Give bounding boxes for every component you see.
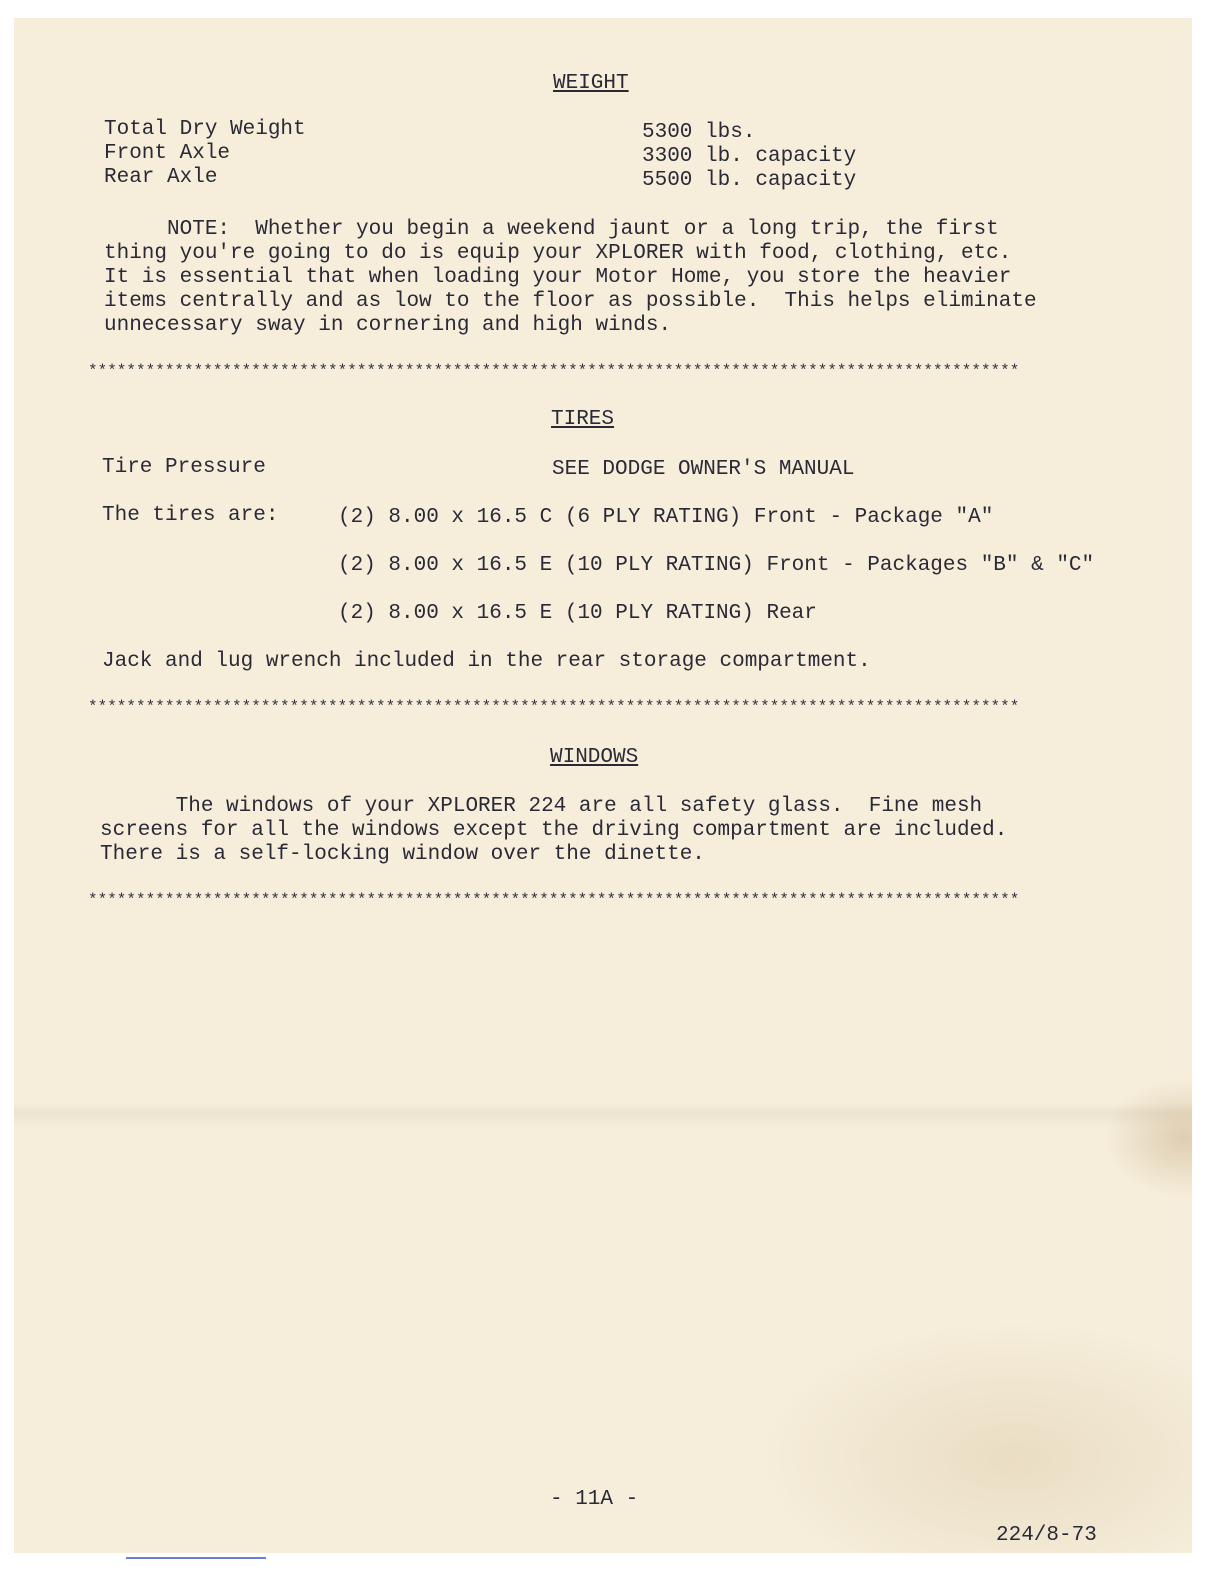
tire-pressure-label: Tire Pressure xyxy=(102,456,266,479)
weight-note-line-3: It is essential that when loading your Motor Home, you store the heavier xyxy=(104,266,1012,289)
tires-intro: The tires are: xyxy=(102,504,279,527)
separator-3: ************************************************************************************************* xyxy=(88,891,1020,909)
weight-label-total: Total Dry Weight xyxy=(104,118,306,141)
windows-line-1: The windows of your XPLORER 224 are all safety glass. Fine mesh xyxy=(100,795,983,818)
tire-line-2: (2) 8.00 x 16.5 E (10 PLY RATING) Front - Packages "B" & "C" xyxy=(338,554,1095,577)
jack-note: Jack and lug wrench included in the rear storage compartment. xyxy=(102,650,871,673)
windows-line-3: There is a self-locking window over the dinette. xyxy=(100,843,705,866)
separator-1: ************************************************************************************************* xyxy=(88,362,1020,380)
tire-pressure-value: SEE DODGE OWNER'S MANUAL xyxy=(552,458,855,481)
weight-note-line-4: items centrally and as low to the floor as possible. This helps eliminate xyxy=(104,290,1037,313)
weight-value-front: 3300 lb. capacity xyxy=(642,145,857,168)
weight-note-line-1: NOTE: Whether you begin a weekend jaunt or a long trip, the first xyxy=(104,218,999,241)
weight-label-front: Front Axle xyxy=(104,142,231,165)
weight-value-total: 5300 lbs. xyxy=(642,121,756,144)
document-code: 224/8-73 xyxy=(996,1524,1097,1547)
weight-note-line-5: unnecessary sway in cornering and high winds. xyxy=(104,314,672,337)
weight-heading: WEIGHT xyxy=(553,72,629,95)
weight-label-rear: Rear Axle xyxy=(104,166,218,189)
tires-heading: TIRES xyxy=(551,408,615,431)
separator-2: ************************************************************************************************* xyxy=(88,698,1020,716)
weight-note-line-2: thing you're going to do is equip your XPLORER with food, clothing, etc. xyxy=(104,242,1012,265)
tire-line-3: (2) 8.00 x 16.5 E (10 PLY RATING) Rear xyxy=(338,602,817,625)
windows-line-2: screens for all the windows except the driving compartment are included. xyxy=(100,819,1008,842)
windows-heading: WINDOWS xyxy=(550,746,639,769)
weight-value-rear: 5500 lb. capacity xyxy=(642,169,857,192)
tire-line-1: (2) 8.00 x 16.5 C (6 PLY RATING) Front - Package "A" xyxy=(338,506,994,529)
scan-edge-line xyxy=(126,1557,266,1559)
page-number: - 11A - xyxy=(550,1488,639,1511)
